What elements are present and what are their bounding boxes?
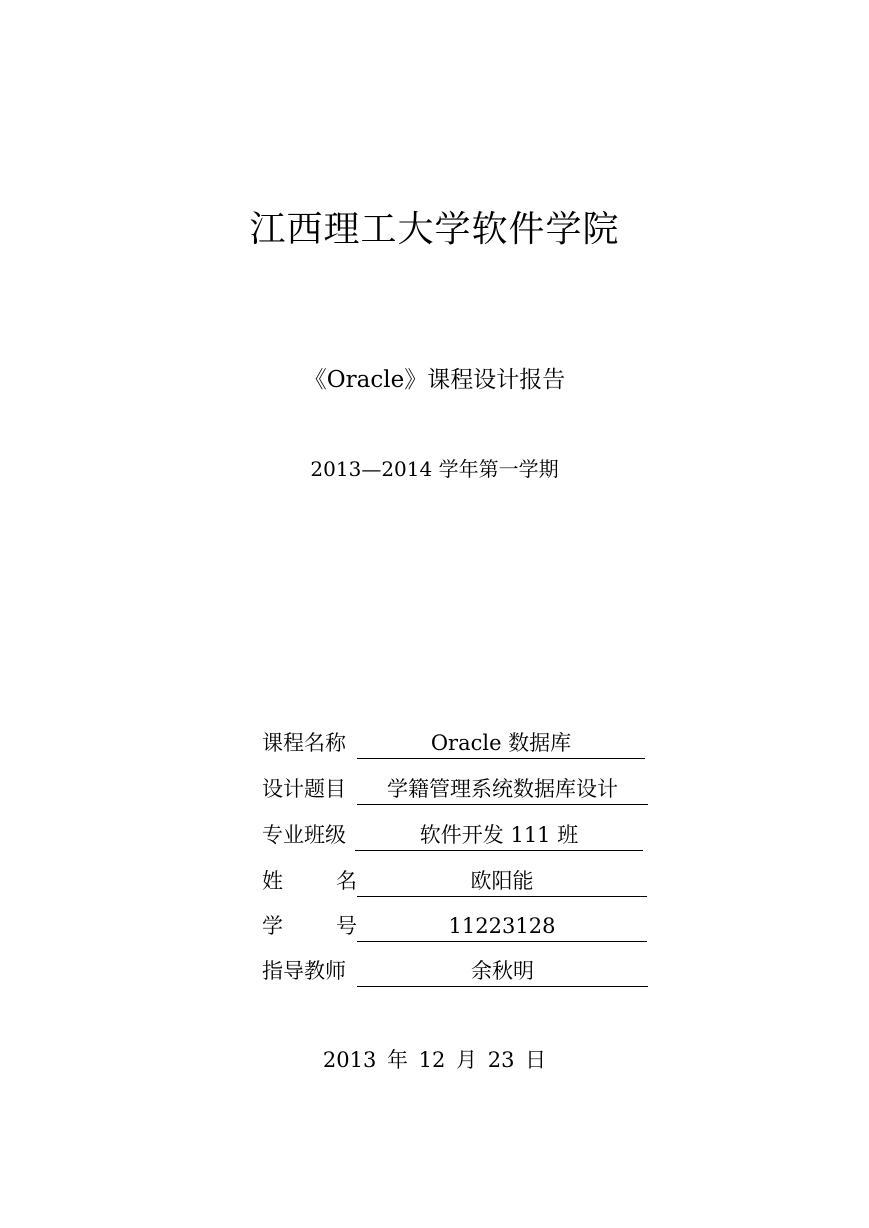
class-label: 专业班级 xyxy=(262,823,346,847)
course-label: 课程名称 xyxy=(262,731,346,755)
report-date: 2013 年 12 月 23 日 xyxy=(322,1048,547,1072)
name-value: 欧阳能 xyxy=(357,864,647,897)
topic-label: 设计题目 xyxy=(262,777,346,801)
course-value: Oracle 数据库 xyxy=(357,726,645,759)
semester: 2013—2014 学年第一学期 xyxy=(310,457,559,481)
report-title: 《Oracle》课程设计报告 xyxy=(303,367,566,393)
name-label: 姓 名 xyxy=(262,869,357,893)
topic-value: 学籍管理系统数据库设计 xyxy=(357,772,648,805)
student-id-label: 学 号 xyxy=(262,914,357,938)
advisor-value: 余秋明 xyxy=(357,954,648,987)
school-title: 江西理工大学软件学院 xyxy=(249,209,620,250)
advisor-label: 指导教师 xyxy=(262,959,346,983)
class-value: 软件开发 111 班 xyxy=(355,818,643,851)
student-id-value: 11223128 xyxy=(357,909,647,942)
